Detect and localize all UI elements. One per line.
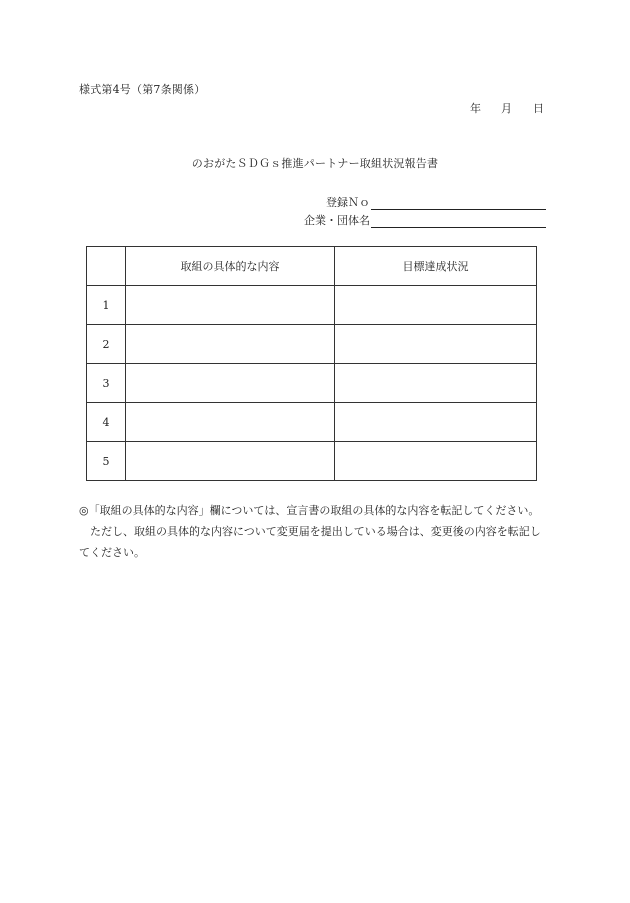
month-label: 月 [501,102,512,115]
document-title: のおがたＳＤＧｓ推進パートナー取組状況報告書 [191,157,439,170]
content-cell[interactable] [126,325,335,364]
table-row [87,364,537,403]
header-content: 取組の具体的な内容 [126,247,335,286]
table-row [87,442,537,481]
row-number: 3 [87,364,126,403]
organization-name-label: 企業・団体名 [304,214,370,227]
table-row [87,325,537,364]
form-number: 様式第4号（第7条関係） [79,83,206,96]
date-line [470,100,544,116]
registration-number-blank[interactable] [371,197,546,210]
content-cell[interactable] [126,403,335,442]
header-status: 目標達成状況 [335,247,537,286]
row-number: 4 [87,403,126,442]
status-cell[interactable] [335,325,537,364]
row-number: 2 [87,325,126,364]
content-cell[interactable] [126,364,335,403]
content-cell[interactable] [126,442,335,481]
registration-number-field [326,194,546,210]
table-row [87,286,537,325]
registration-number-label: 登録Ｎｏ [326,196,370,209]
header-number [87,247,126,286]
status-cell[interactable] [335,364,537,403]
year-label: 年 [470,102,481,115]
table-header-row [87,247,537,286]
row-number: 1 [87,286,126,325]
status-cell[interactable] [335,403,537,442]
organization-name-field [304,212,546,228]
note-line-2: ただし、取組の具体的な内容について変更届を提出している場合は、変更後の内容を転記してください。 [79,525,541,559]
content-cell[interactable] [126,286,335,325]
organization-name-blank[interactable] [371,215,546,228]
status-cell[interactable] [335,442,537,481]
row-number: 5 [87,442,126,481]
status-cell[interactable] [335,286,537,325]
table-row [87,403,537,442]
report-table [86,246,537,481]
note-line-1: ◎「取組の具体的な内容」欄については、宣言書の取組の具体的な内容を転記してください。 [79,504,540,517]
instruction-note [79,500,549,563]
day-label: 日 [533,102,544,115]
